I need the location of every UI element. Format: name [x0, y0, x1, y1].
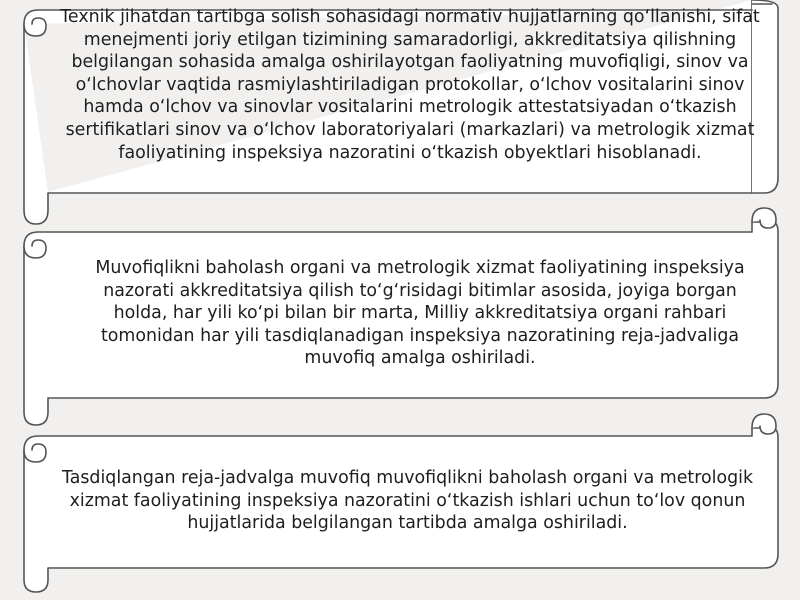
scroll-1-text: Texnik jihatdan tartibga solish sohasidagi normativ hujjatlarning qo‘llanishi, sifat menejmenti joriy etilgan tizimining samaradorligi, akkreditatsiya qilishning belgilangan sohasida amalga oshirilayotgan faoliyatning muvofiqligi, sinov va o‘lchovlar vaqtida rasmiylashtiriladigan protokollar, o‘lchov vositalarini sinov hamda o‘lchov va sinovlar vositalarini metrologik attestatsiyadan o‘tkazish sertifikatlari sinov va o‘lchov laboratoriyalari (markazlari) va metrologik xizmat faoliyatining inspeksiya nazoratini o‘tkazish obyektlari hisoblanadi. [60, 7, 760, 163]
scroll-2-text: Muvofiqlikni baholash organi va metrologik xizmat faoliyatining inspeksiya nazorati akkreditatsiya qilish to‘g‘risidagi bitimlar asosida, joyiga borgan holda, har yili ko‘pi bilan bir marta, Milliy akkreditatsiya organi rahbari tomonidan har yili tasdiqlanadigan inspeksiya nazoratining reja-jadvaliga muvofiq amalga oshiriladi. [95, 258, 745, 369]
scroll-3-text: Tasdiqlangan reja-jadvalga muvofiq muvofiqlikni baholash organi va metrologik xizmat faoliyatining inspeksiya nazoratini o‘tkazish ishlari uchun to‘lov qonun hujjatlarida belgilangan tartibda amalga oshiriladi. [61, 468, 754, 534]
